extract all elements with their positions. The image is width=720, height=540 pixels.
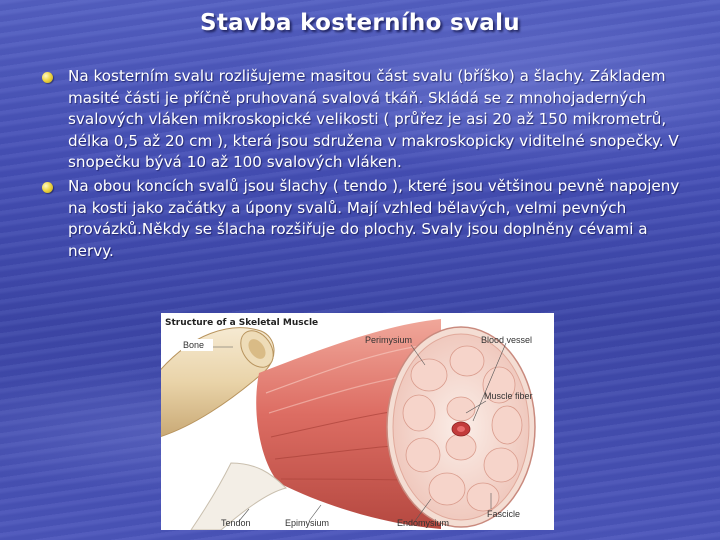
slide-title: Stavba kosterního svalu (200, 10, 520, 36)
label-bone: Bone (183, 340, 205, 350)
cross-section-shape (387, 327, 535, 527)
bullet-icon (42, 182, 53, 193)
muscle-structure-figure (161, 313, 554, 530)
figure-title: Structure of a Skeletal Muscle (165, 318, 319, 328)
bullet-item (42, 176, 682, 262)
bullet-item (42, 66, 682, 174)
label-endomysium: Endomysium (397, 518, 450, 528)
label-blood-vessel: Blood vessel (481, 335, 533, 345)
label-epimysium: Epimysium (285, 518, 330, 528)
bullet-text: Na kosterním svalu rozlišujeme masitou část svalu (bříško) a šlachy. Základem masité části je příčně pruhovaná svalová tkáň. Skládá se z mnohojaderných svalových vláken mikroskopické velikosti ( průřez je asi 20 až 150 mikrometrů, délka 0,5 až 20 cm ), která jsou sdružena v makroskopicky viditelné snopečky. V snopečku bývá 10 až 100 svalových vláken. (68, 67, 679, 172)
label-perimysium: Perimysium (365, 335, 413, 345)
label-muscle-fiber: Muscle fiber (484, 391, 533, 401)
bullet-text: Na obou koncích svalů jsou šlachy ( tendo ), které jsou většinou pevně napojeny na kosti jako začátky a úpony svalů. Mají vzhled bělavých, velmi pevných provázků.Někdy se šlacha rozšiřuje do plochy. Svaly jsou doplněny cévami a nervy. (68, 176, 680, 260)
bullet-list (42, 66, 682, 262)
label-fascicle: Fascicle (487, 509, 521, 519)
label-tendon: Tendon (221, 518, 251, 528)
bullet-icon (42, 72, 53, 83)
muscle-illustration (161, 313, 554, 530)
